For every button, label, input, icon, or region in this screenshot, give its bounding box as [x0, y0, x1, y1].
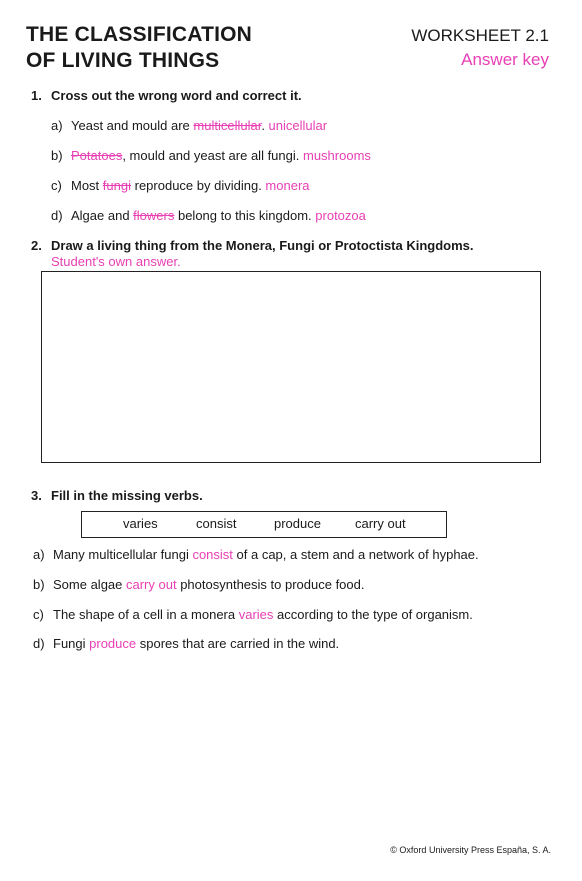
item-text-before: Many multicellular fungi: [53, 547, 193, 562]
item-text-after: of a cap, a stem and a network of hyphae.: [232, 547, 479, 562]
q3-item-b: [33, 577, 364, 592]
question-1: [31, 88, 302, 103]
item-text-after: photosynthesis to produce food.: [176, 577, 365, 592]
item-text-after: according to the type of organism.: [273, 607, 473, 622]
item-text-after: spores that are carried in the wind.: [136, 636, 340, 651]
correction-answer: mushrooms: [303, 148, 371, 163]
correction-answer: monera: [265, 178, 310, 193]
item-letter: b): [33, 577, 45, 592]
item-letter: a): [51, 118, 63, 133]
correction-answer: protozoa: [315, 208, 366, 223]
worksheet-title: [26, 22, 252, 74]
q3-item-a: [33, 547, 479, 562]
copyright-footer: © Oxford University Press España, S. A.: [390, 845, 551, 855]
q3-item-c: [33, 607, 473, 622]
question-instruction: Draw a living thing from the Monera, Fungi or Protoctista Kingdoms.: [51, 238, 474, 253]
item-letter: b): [51, 148, 63, 163]
crossed-out-word: flowers: [133, 208, 175, 223]
question-instruction: Cross out the wrong word and correct it.: [51, 88, 302, 103]
crossed-out-word: fungi: [102, 178, 131, 193]
q2-answer: Student's own answer.: [51, 254, 181, 269]
verb-answer: produce: [89, 636, 137, 651]
word-bank-word: produce: [274, 516, 321, 531]
answer-key-label: Answer key: [461, 50, 549, 69]
q3-item-d: [33, 636, 339, 651]
crossed-out-word: multicellular: [193, 118, 262, 133]
item-text-before: Some algae: [53, 577, 126, 592]
q1-item-b: [51, 148, 371, 163]
item-text-before: Fungi: [53, 636, 90, 651]
item-letter: c): [33, 607, 44, 622]
word-bank-word: consist: [196, 516, 237, 531]
item-letter: d): [33, 636, 45, 651]
q1-item-d: [51, 208, 366, 223]
word-bank: [81, 511, 447, 538]
item-text-before: The shape of a cell in a monera: [53, 607, 239, 622]
item-text-after: , mould and yeast are all fungi.: [122, 148, 303, 163]
question-number: 3.: [31, 488, 42, 503]
word-bank-word: carry out: [355, 516, 406, 531]
item-text-after: .: [261, 118, 269, 133]
verb-answer: consist: [192, 547, 233, 562]
crossed-out-word: Potatoes: [71, 148, 123, 163]
question-number: 2.: [31, 238, 42, 253]
question-2: [31, 238, 474, 253]
worksheet-number: WORKSHEET 2.1: [411, 26, 549, 45]
verb-answer: carry out: [126, 577, 177, 592]
q1-item-a: [51, 118, 327, 133]
item-letter: a): [33, 547, 45, 562]
item-text-after: reproduce by dividing.: [131, 178, 266, 193]
question-number: 1.: [31, 88, 42, 103]
title-line-2: OF LIVING THINGS: [26, 49, 220, 72]
q1-item-c: [51, 178, 310, 193]
item-text-before: Most: [71, 178, 103, 193]
item-text-before: Yeast and mould are: [71, 118, 194, 133]
item-letter: d): [51, 208, 63, 223]
drawing-area[interactable]: [41, 271, 541, 463]
question-instruction: Fill in the missing verbs.: [51, 488, 203, 503]
word-bank-word: varies: [123, 516, 158, 531]
title-line-1: THE CLASSIFICATION: [26, 23, 253, 46]
item-text-before: Algae and: [71, 208, 134, 223]
verb-answer: varies: [238, 607, 274, 622]
correction-answer: unicellular: [268, 118, 328, 133]
item-letter: c): [51, 178, 62, 193]
item-text-after: belong to this kingdom.: [174, 208, 316, 223]
question-3: [31, 488, 203, 503]
worksheet-header: [411, 24, 549, 72]
